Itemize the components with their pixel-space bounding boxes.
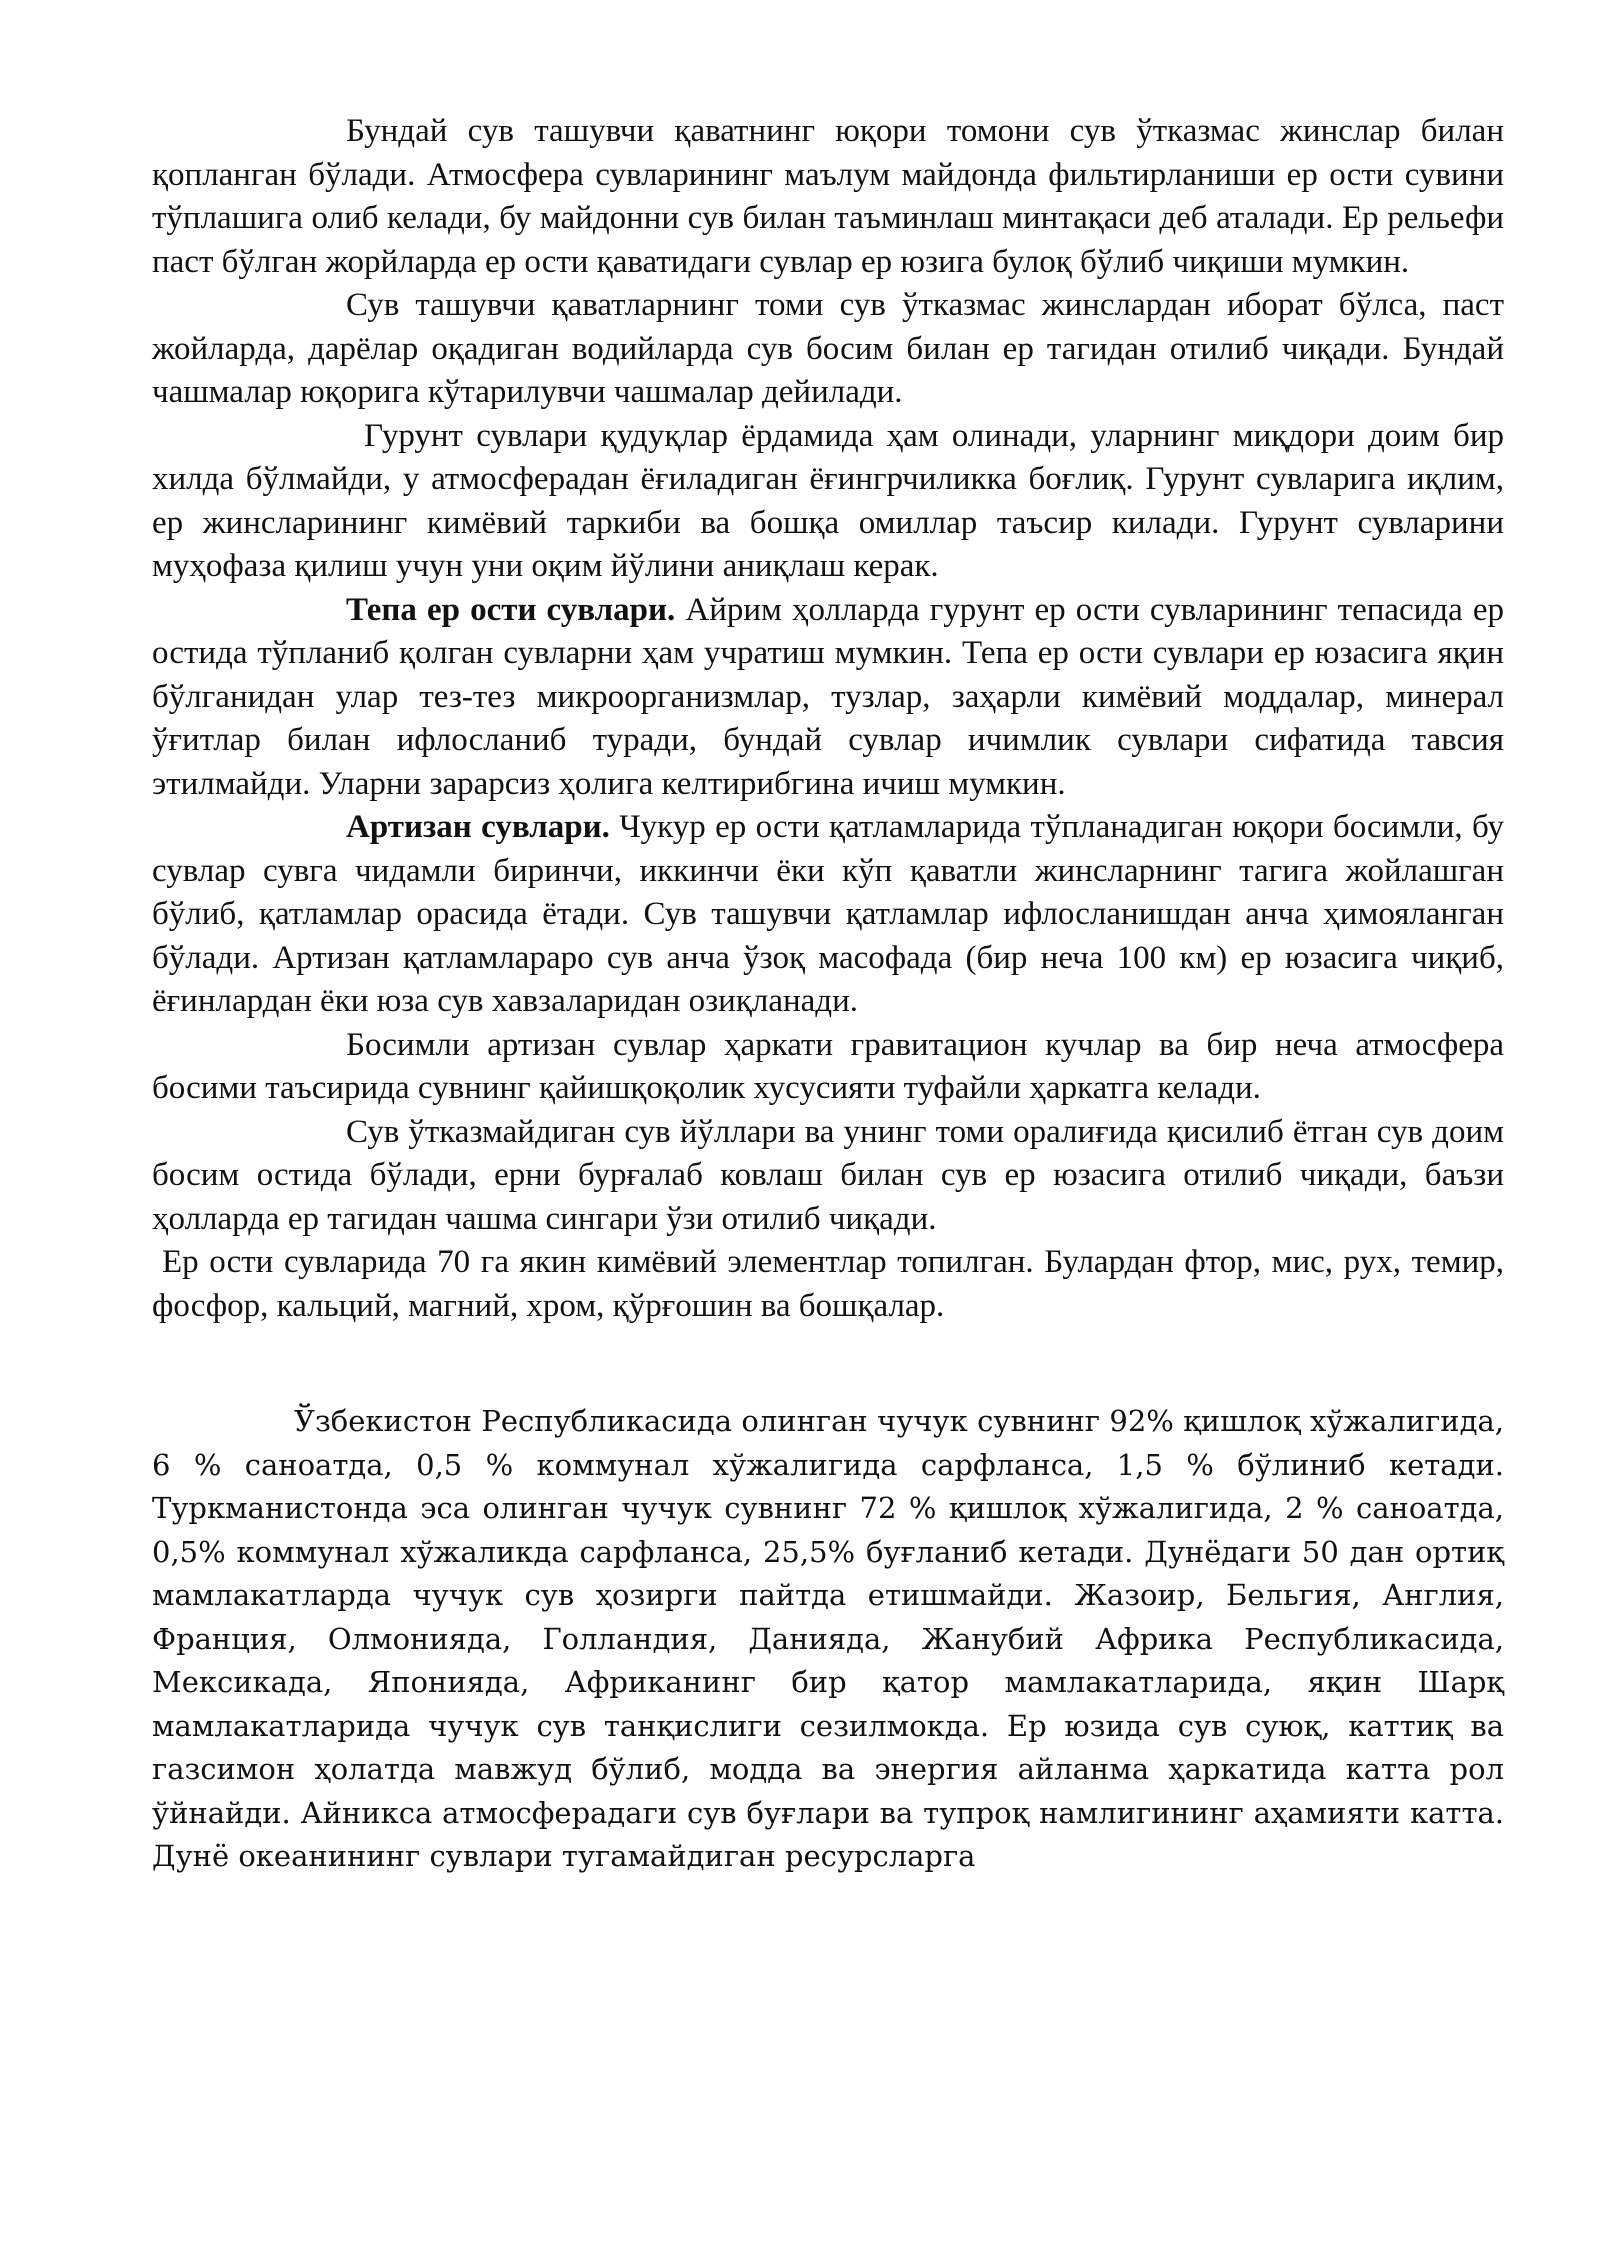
document-page bbox=[152, 110, 1504, 1879]
paragraph-3: Гурунт сувлари қудуқлар ёрдамида ҳам олинади, уларнинг миқдори доим бир хилда бўлмайди, у атмосферадан ёғиладиган ёғингрчиликка боғлиқ. Гурунт сувларига иқлим, ер жинсларининг кимёвий таркиби ва бошқа омиллар таъсир килади. Гурунт сувларини муҳофаза қилиш учун уни оқим йўлини аниқлаш керак. bbox=[152, 417, 1504, 584]
paragraph-6: Босимли артизан сувлар ҳаркати гравитацион кучлар ва бир неча атмосфера босими таъсирида сувнинг қайишқоқолик хусусияти туфайли ҳаркатга келади. bbox=[152, 1026, 1504, 1106]
paragraph-2: Сув ташувчи қаватларнинг томи сув ўтказмас жинслардан иборат бўлса, паст жойларда, дарёлар оқадиган водийларда сув босим билан ер тагидан отилиб чиқади. Бундай чашмалар юқорига кўтарилувчи чашмалар дейилади. bbox=[152, 287, 1504, 410]
paragraph-8: Ер ости сувларида 70 га якин кимёвий элементлар топилган. Булардан фтор, мис, рух, темир, фосфор, кальций, магний, хром, қўрғошин ва бошқалар. bbox=[152, 1244, 1504, 1324]
paragraph-7: Сув ўтказмайдиган сув йўллари ва унинг томи оралиғида қисилиб ётган сув доим босим остида бўлади, ерни бурғалаб ковлаш билан сув ер юзасига отилиб чиқади, баъзи ҳолларда ер тагидан чашма сингари ўзи отилиб чиқади. bbox=[152, 1113, 1504, 1237]
paragraph-5-text: Чукур ер ости қатламларида тўпланадиган юқори босимли, бу сувлар сувга чидамли биринчи, иккинчи ёки кўп қаватли жинсларнинг тагига жойлашган бўлиб, қатламлар орасида ётади. Сув ташувчи қатламлар ифлосланишдан анча ҳимояланган бўлади. Артизан қатламлараро сув анча ўзоқ масофада (бир неча 100 км) ер юзасига чиқиб, ёғинлардан ёки юза сув хавзаларидан озиқланади. bbox=[152, 809, 1505, 1019]
paragraph-5 bbox=[152, 806, 1504, 1024]
section-groundwater bbox=[152, 110, 1504, 1328]
paragraph-4 bbox=[152, 589, 1504, 807]
paragraph-9: Ўзбекистон Республикасида олинган чучук сувнинг 92% қишлоқ хўжалигида, 6 % саноатда, 0,5 % коммунал хўжалигида сарфланса, 1,5 % бўлиниб кетади. Туркманистонда эса олинган чучук сувнинг 72 % қишлоқ хўжалигида, 2 % саноатда, 0,5% коммунал хўжаликда сарфланса, 25,5% буғланиб кетади. Дунёдаги 50 дан ортиқ мамлакатларда чучук сув ҳозирги пайтда етишмайди. Жазоир, Бельгия, Англия, Франция, Олмонияда, Голландия, Данияда, Жанубий Африка Республикасида, Мексикада, Японияда, Африканинг бир қатор мамлакатларида, яқин Шарқ мамлакатларида чучук сув танқислиги сезилмокда. Ер юзида сув суюқ, каттиқ ва газсимон ҳолатда мавжуд бўлиб, модда ва энергия айланма ҳаркатида катта рол ўйнайди. Айникса атмосферадаги сув буғлари ва тупроқ намлигининг аҳамияти катта. Дунё океанининг сувлари тугамайдиган ресурсларга bbox=[152, 1404, 1504, 1873]
section-freshwater-use bbox=[152, 1400, 1504, 1879]
paragraph-1: Бундай сув ташувчи қаватнинг юқори томони сув ўтказмас жинслар билан қопланган бўлади. Атмосфера сувларининг маълум майдонда фильтирланиши ер ости сувини тўплашига олиб келади, бу майдонни сув билан таъминлаш минтақаси деб аталади. Ер рельефи паст бўлган жорйларда ер ости қаватидаги сувлар ер юзига булоқ бўлиб чиқиши мумкин. bbox=[152, 113, 1504, 280]
heading-top-groundwater: Тепа ер ости сувлари. bbox=[346, 591, 676, 628]
heading-artesian-water: Артизан сувлари. bbox=[346, 809, 610, 845]
paragraph-4-text: Айрим ҳолларда гурунт ер ости сувларининг тепасида ер остида тўпланиб қолган сувларни ҳам учратиш мумкин. Тепа ер ости сувлари ер юзасига яқин бўлганидан улар тез-тез микроорганизмлар, тузлар, заҳарли кимёвий моддалар, минерал ўғитлар билан ифлосланиб туради, бундай сувлар ичимлик сувлари сифатида тавсия этилмайди. Уларни зарарсиз ҳолига келтирибгина ичиш мумкин. bbox=[152, 591, 1505, 802]
